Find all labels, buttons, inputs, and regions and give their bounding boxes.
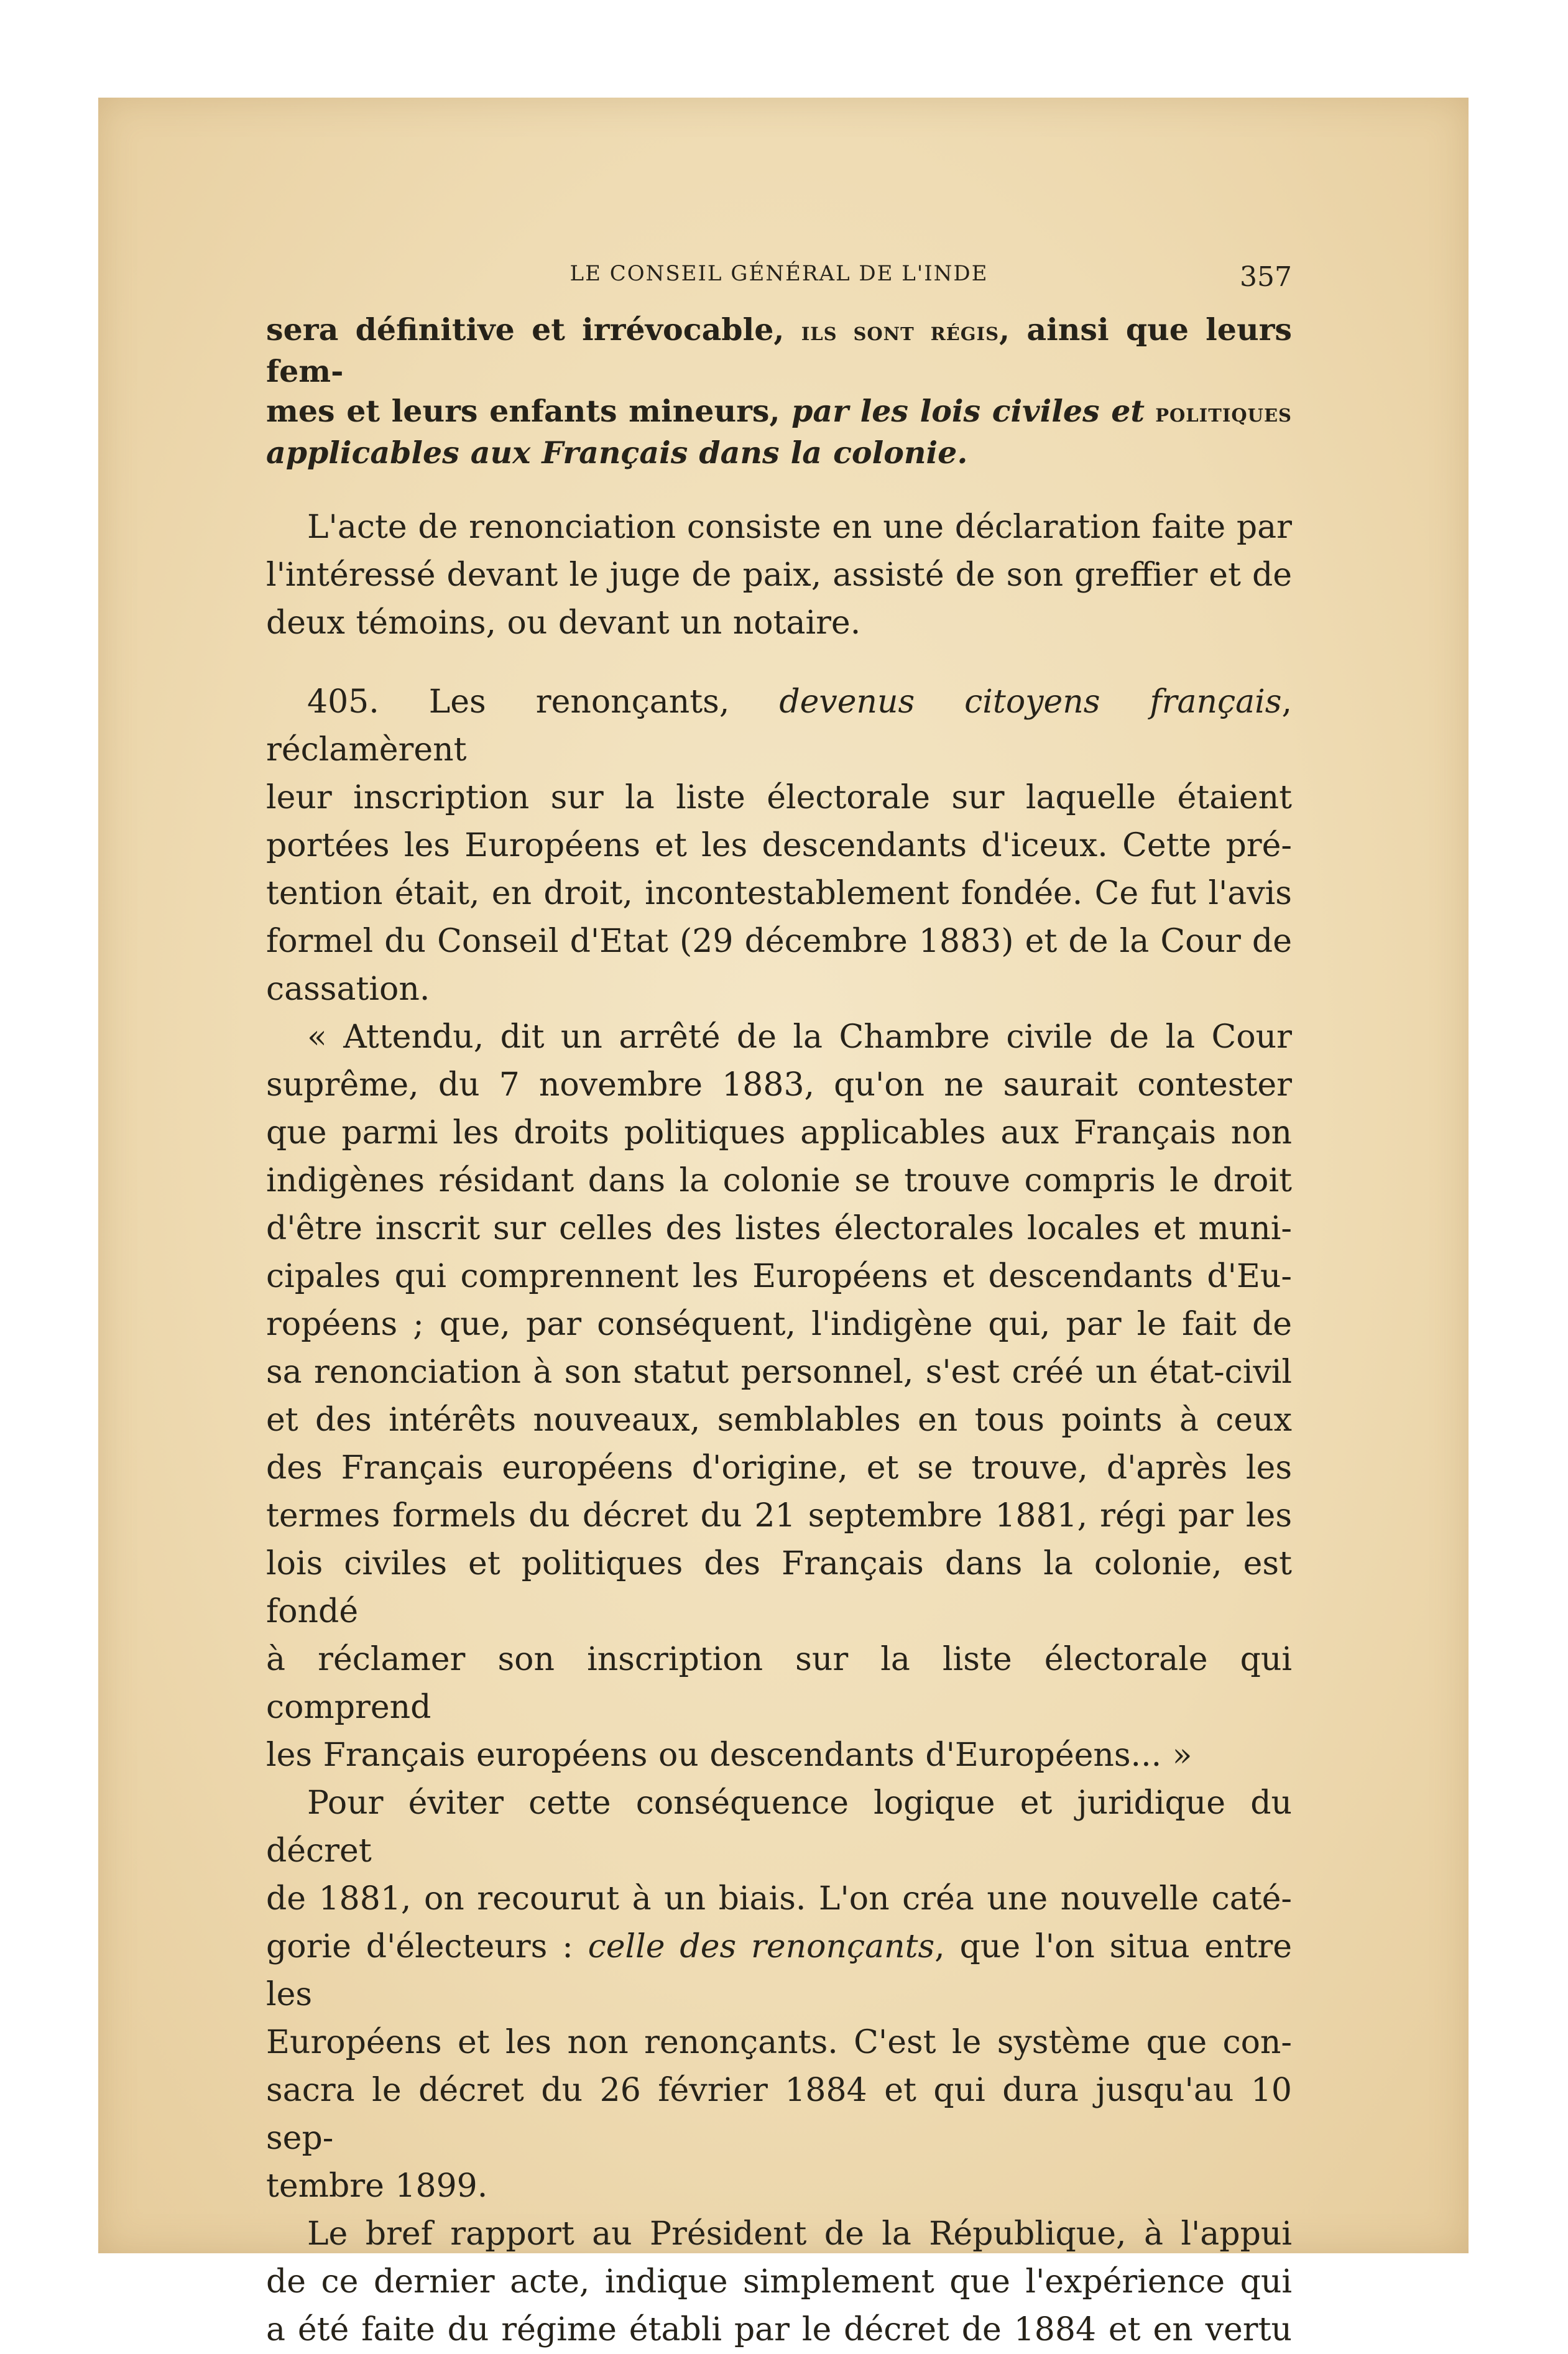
- paragraph-gap: [266, 473, 1292, 504]
- small-caps-run: politiques: [1145, 397, 1292, 428]
- running-title: LE CONSEIL GÉNÉRAL DE L'INDE: [570, 261, 989, 286]
- text-line: de 1881, on recourut à un biais. L'on créa une nouvelle caté-: [266, 1880, 1292, 1918]
- text-line: sa renonciation à son statut personnel, s'est créé un état-civil: [266, 1354, 1292, 1391]
- page-text: [266, 261, 1292, 2354]
- text-line: lois civiles et politiques des Français dans la colonie, est fondé: [266, 1545, 1292, 1630]
- text-line: Le bref rapport au Président de la République, à l'appui: [307, 2215, 1292, 2253]
- text-line: que parmi les droits politiques applicables aux Français non: [266, 1114, 1292, 1152]
- italic-run: devenus citoyens français: [779, 683, 1282, 721]
- page-number: 357: [1240, 261, 1292, 293]
- text-line: « Attendu, dit un arrêté de la Chambre civile de la Cour: [307, 1018, 1292, 1056]
- text-line: et des intérêts nouveaux, semblables en tous points à ceux: [266, 1401, 1292, 1439]
- text-line: applicables aux Français dans la colonie.: [266, 435, 968, 471]
- text-line: sacra le décret du 26 février 1884 et qui dura jusqu'au 10 sep-: [266, 2072, 1292, 2157]
- text-line: à réclamer son inscription sur la liste électorale qui comprend: [266, 1641, 1292, 1726]
- text-line: indigènes résidant dans la colonie se trouve compris le droit: [266, 1162, 1292, 1199]
- paragraph-biais: [266, 1779, 1292, 2210]
- text-run: , réclamèrent: [266, 683, 1292, 769]
- text-run: mes et leurs enfants mineurs,: [266, 393, 792, 429]
- text-run: gorie d'électeurs :: [266, 1928, 588, 1965]
- text-line: leur inscription sur la liste électorale sur laquelle étaient: [266, 779, 1292, 816]
- text-line: suprême, du 7 novembre 1883, qu'on ne saurait contester: [266, 1066, 1292, 1104]
- text-line: Européens et les non renonçants. C'est le système que con-: [266, 2024, 1292, 2061]
- text-line: [266, 678, 1292, 774]
- small-caps-run: ils sont régis: [801, 316, 1000, 346]
- text-line: a été faite du régime établi par le décret de 1884 et en vertu: [266, 2311, 1292, 2348]
- text-line: L'acte de renonciation consiste en une déclaration faite par: [307, 509, 1292, 546]
- text-line: cassation.: [266, 971, 430, 1008]
- paragraph-renonciation: [266, 504, 1292, 647]
- text-run: , ainsi que leurs fem-: [266, 312, 1292, 389]
- text-line: [266, 391, 1292, 433]
- paragraph-continued: [266, 310, 1292, 473]
- text-line: l'intéressé devant le juge de paix, assisté de son greffier et de: [266, 556, 1292, 594]
- text-line: deux témoins, ou devant un notaire.: [266, 604, 861, 642]
- text-line: cipales qui comprennent les Européens et descendants d'Eu-: [266, 1258, 1292, 1295]
- text-line: formel du Conseil d'Etat (29 décembre 1883) et de la Cour de: [266, 923, 1292, 960]
- paragraph-gap: [266, 647, 1292, 678]
- text-line: Pour éviter cette conséquence logique et juridique du décret: [266, 1784, 1292, 1870]
- text-run: 405. Les renonçants,: [307, 683, 780, 721]
- text-line: tembre 1899.: [266, 2167, 488, 2205]
- text-line: portées les Européens et les descendants d'iceux. Cette pré-: [266, 827, 1292, 864]
- paragraph-405: [266, 678, 1292, 1013]
- text-run: sera définitive et irrévocable,: [266, 312, 801, 348]
- paragraph-rapport: [266, 2210, 1292, 2354]
- paragraph-quotation: [266, 1013, 1292, 1779]
- text-line: les Français européens ou descendants d'Européens... »: [266, 1737, 1192, 1774]
- text-line: [266, 1923, 1292, 2019]
- text-line: d'être inscrit sur celles des listes électorales locales et muni-: [266, 1210, 1292, 1247]
- text-line: termes formels du décret du 21 septembre 1881, régi par les: [266, 1497, 1292, 1535]
- italic-run: celle des renonçants: [588, 1928, 935, 1965]
- text-line: [266, 310, 1292, 391]
- text-line: de ce dernier acte, indique simplement que l'expérience qui: [266, 2263, 1292, 2301]
- running-header: [266, 261, 1292, 298]
- text-line: tention était, en droit, incontestablement fondée. Ce fut l'avis: [266, 875, 1292, 912]
- italic-run: par les lois civiles et: [791, 393, 1145, 429]
- text-line: ropéens ; que, par conséquent, l'indigène qui, par le fait de: [266, 1306, 1292, 1343]
- text-run: , que l'on situa entre les: [266, 1928, 1292, 2013]
- text-line: des Français européens d'origine, et se trouve, d'après les: [266, 1449, 1292, 1487]
